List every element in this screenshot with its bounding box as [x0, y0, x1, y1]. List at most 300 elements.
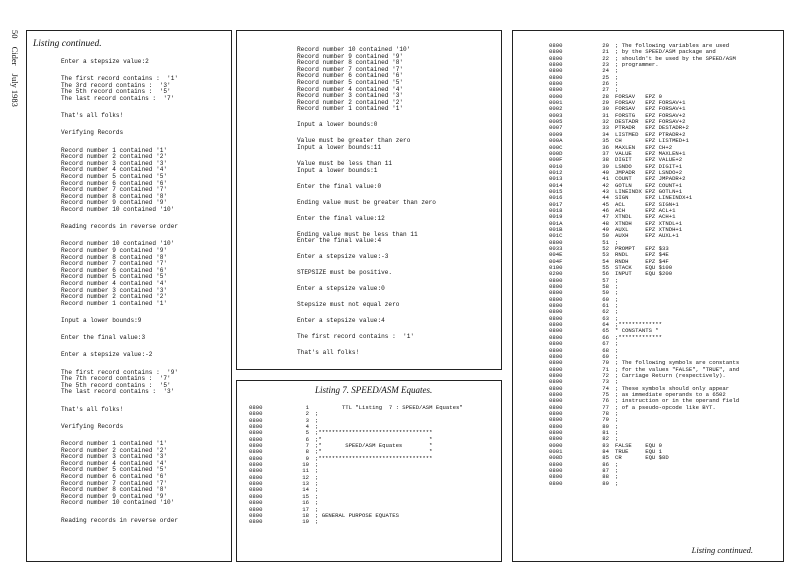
line-number: 23 [602, 61, 609, 69]
address: 0000 [549, 92, 563, 100]
source-code: ; The following symbols are constants [615, 359, 740, 367]
output-line: Record number 10 contained '10' [297, 46, 411, 53]
address: 0800 [249, 448, 263, 456]
magazine-name: Cider [10, 46, 20, 66]
line-number: 1 [305, 404, 309, 411]
line-number: 7 [305, 442, 309, 450]
source-code: ; [615, 340, 619, 348]
address: 0009 [549, 130, 563, 138]
source-code: XTNDL EPZ ACH+1 [615, 213, 676, 221]
output-line: Verifying Records [61, 129, 124, 137]
line-number: 17 [302, 505, 309, 513]
source-code: ; [315, 480, 319, 488]
address: 004E [549, 251, 563, 259]
line-number: 5 [305, 429, 309, 437]
page-margin-label [4, 30, 24, 150]
output-line: Reading records in reverse order [61, 223, 179, 231]
source-code: AUXH EPZ AUXL+1 [615, 232, 679, 240]
address: 0800 [549, 327, 563, 335]
address: 0800 [549, 397, 563, 405]
line-number: 40 [602, 168, 609, 176]
address: 0800 [549, 359, 563, 367]
source-code: AUXL EPZ XTNDH+1 [615, 225, 683, 233]
output-line: Record number 1 contained '1' [297, 105, 404, 113]
source-code: ; These symbols should only appear [615, 384, 730, 392]
line-number: 69 [602, 352, 609, 360]
output-line: Record number 1 contained '1' [61, 299, 168, 307]
line-number: 38 [602, 156, 609, 164]
line-number: 78 [602, 409, 609, 417]
output-line: Reading records in reverse order [61, 516, 179, 524]
source-code: RNDH EPZ $4F [615, 257, 669, 265]
line-number: 46 [602, 206, 609, 214]
output-line: Record number 6 contained '6' [61, 473, 168, 480]
source-code: LINEINDX EPZ GOTLN+1 [615, 187, 683, 195]
line-number: 89 [602, 479, 609, 487]
source-code: VALUE EPZ MAXLEN+1 [615, 149, 686, 157]
output-line: The first record contains : '1' [61, 75, 179, 83]
output-line: The 7th record contains : '7' [61, 375, 171, 383]
address: 000C [549, 143, 563, 151]
address: 0017 [549, 200, 563, 208]
source-code: DESTADR EPZ FORSAV+2 [615, 118, 686, 126]
address: 0800 [549, 86, 563, 94]
address: 0800 [549, 283, 563, 291]
address: 0800 [549, 378, 563, 386]
output-line: Record number 9 contained '9' [61, 247, 168, 254]
listing7-title: Listing 7. SPEED/ASM Equates. [315, 385, 433, 395]
line-number: 61 [602, 302, 609, 310]
output-line: Record number 8 contained '8' [61, 253, 168, 261]
line-number: 51 [602, 238, 609, 246]
source-code: ; [615, 289, 619, 297]
output-line: Input a lower bounds:9 [61, 317, 142, 324]
address: 0800 [549, 365, 563, 373]
output-line: Record number 5 contained '5' [61, 273, 168, 281]
line-number: 77 [602, 403, 609, 411]
source-code: PROMPT EPZ $33 [615, 245, 669, 252]
source-code: ; [315, 473, 319, 481]
output-line: Record number 9 contained '9' [61, 199, 168, 207]
line-number: 47 [602, 213, 609, 221]
line-number: 6 [305, 435, 309, 443]
address: 0014 [549, 181, 563, 189]
source-code: ; [615, 352, 619, 360]
left-panel [26, 30, 232, 562]
line-number: 18 [302, 511, 309, 519]
source-code: FALSE EQU 0 [615, 441, 662, 449]
output-line: Verifying Records [61, 422, 124, 430]
output-line: Record number 4 contained '4' [297, 85, 404, 93]
address: 0002 [549, 105, 563, 113]
line-number: 13 [302, 480, 309, 488]
output-line: Record number 3 contained '3' [297, 92, 404, 100]
output-line: The 5th record contains : '5' [61, 381, 171, 389]
source-code: ; [615, 435, 619, 443]
line-number: 22 [602, 54, 609, 62]
address: 0800 [549, 276, 563, 284]
line-number: 82 [602, 435, 609, 443]
line-number: 70 [602, 359, 609, 367]
address: 0800 [549, 238, 563, 246]
output-line: The 3rd record contains : '3' [61, 81, 171, 89]
output-line: Record number 7 contained '7' [61, 260, 168, 268]
address: 0800 [549, 384, 563, 392]
address: 0800 [549, 479, 563, 487]
output-line: That's all folks! [61, 112, 124, 120]
source-code: ; for the values "FALSE", "TRUE", and [615, 365, 740, 373]
listing-row [249, 519, 463, 525]
output-line: Ending value must be less than 11 [297, 230, 418, 238]
line-number: 25 [602, 73, 609, 81]
line-number: 42 [602, 181, 609, 189]
source-code: ; [615, 479, 619, 487]
address: 0800 [549, 416, 563, 424]
source-code: ; [615, 378, 619, 386]
source-code: ; shouldn't be used by the SPEED/ASM [615, 54, 736, 62]
line-number: 85 [602, 454, 609, 462]
line-number: 33 [602, 124, 609, 132]
source-code: PTRADR EPZ DESTADR+2 [615, 124, 689, 132]
address: 0800 [249, 518, 263, 526]
source-code: ;* * [315, 448, 433, 456]
address: 0018 [549, 206, 563, 214]
line-number: 76 [602, 397, 609, 405]
output-line: Enter the final value:3 [61, 334, 146, 342]
line-number: 84 [602, 448, 609, 455]
source-code: LISTMED EPZ PTRADR+2 [615, 130, 686, 138]
line-number: 74 [602, 384, 609, 392]
source-code: JMPADR EPZ LSNDO+2 [615, 168, 683, 176]
output-line: Record number 4 contained '4' [61, 280, 168, 287]
address: 0800 [249, 480, 263, 488]
line-number: 50 [602, 232, 609, 240]
line-number: 15 [302, 492, 309, 500]
output-line: Enter the final value:4 [297, 237, 382, 245]
address: 0033 [549, 245, 563, 252]
source-code: ; [615, 422, 619, 430]
source-code: ; The following variables are used [615, 42, 730, 49]
address: 0800 [249, 473, 263, 481]
source-code: ; [615, 416, 619, 424]
line-number: 59 [602, 289, 609, 297]
source-code: ; [615, 283, 619, 291]
address: 0800 [549, 390, 563, 398]
address: 001A [549, 219, 563, 227]
source-code: ; [615, 80, 619, 88]
source-code: ; [315, 499, 319, 507]
line-number: 68 [602, 346, 609, 354]
source-code: LSNDO EPZ DIGIT+1 [615, 162, 683, 170]
source-code: XTNDH EPZ XTNDL+1 [615, 219, 683, 227]
output-line: Enter a stepsize value:0 [297, 285, 385, 293]
line-number: 28 [602, 92, 609, 100]
output-line: Record number 3 contained '3' [61, 286, 168, 294]
address: 0800 [549, 428, 563, 436]
source-code: ;************* [615, 333, 662, 341]
address: 0800 [549, 295, 563, 303]
source-code: TTL "Listing 7 : SPEED/ASM Equates" [315, 404, 463, 411]
address: 0800 [549, 352, 563, 360]
line-number: 27 [602, 86, 609, 94]
output-line: Record number 2 contained '2' [61, 153, 168, 161]
output-line: Record number 2 contained '2' [61, 293, 168, 301]
output-line: Record number 4 contained '4' [61, 166, 168, 174]
source-code: COUNT EPZ JMPADR+2 [615, 175, 686, 183]
address: 0800 [549, 346, 563, 354]
line-number: 58 [602, 283, 609, 291]
line-number: 10 [302, 461, 309, 469]
address: 0800 [549, 42, 563, 49]
output-line: Record number 8 contained '8' [61, 486, 168, 494]
source-code: TRUE EQU 1 [615, 448, 662, 455]
output-line: Input a lower bounds:11 [297, 144, 382, 151]
line-number: 64 [602, 321, 609, 329]
output-line: Record number 6 contained '6' [297, 72, 404, 80]
output-line: Enter the final value:0 [297, 182, 382, 190]
source-code: ;********************************** [315, 454, 433, 462]
address: 0015 [549, 187, 563, 195]
address: 0013 [549, 175, 563, 183]
address: 0010 [549, 162, 563, 170]
line-number: 75 [602, 390, 609, 398]
output-line: Record number 7 contained '7' [61, 479, 168, 487]
source-code: ; [615, 467, 619, 475]
source-code: ; of a pseudo-opcode like BYT. [615, 403, 716, 411]
line-number: 14 [302, 486, 309, 494]
address: 0800 [249, 404, 263, 411]
line-number: 49 [602, 225, 609, 233]
address: 0003 [549, 111, 563, 119]
address: 0800 [249, 429, 263, 437]
line-number: 86 [602, 460, 609, 468]
output-line: Enter a stepsize value:4 [297, 317, 385, 325]
source-code: ; [615, 409, 619, 417]
address: 0012 [549, 168, 563, 176]
address: 0800 [249, 416, 263, 424]
address: 0800 [249, 454, 263, 462]
line-number: 83 [602, 441, 609, 449]
page-number: 50 [10, 30, 20, 39]
source-code: ; as immediate operands to a 6502 [615, 390, 726, 398]
line-number: 48 [602, 219, 609, 227]
line-number: 43 [602, 187, 609, 195]
address: 0005 [549, 118, 563, 126]
line-number: 37 [602, 149, 609, 157]
address: 0800 [549, 314, 563, 322]
source-code: ; by the SPEED/ASM package and [615, 48, 716, 56]
line-number: 53 [602, 251, 609, 259]
line-number: 88 [602, 473, 609, 481]
address: 0800 [549, 422, 563, 430]
address: 0800 [549, 371, 563, 379]
line-number: 63 [602, 314, 609, 322]
right-panel-footer: Listing continued. [691, 545, 753, 555]
source-code: ; [615, 73, 619, 81]
address: 0800 [549, 435, 563, 443]
address: 0800 [549, 308, 563, 316]
source-code: ; [615, 428, 619, 436]
output-line: The last record contains : '3' [61, 388, 175, 396]
source-code: ; [615, 295, 619, 303]
line-number: 60 [602, 295, 609, 303]
line-number: 79 [602, 416, 609, 424]
line-number: 62 [602, 308, 609, 316]
line-number: 65 [602, 327, 609, 335]
listing-row [549, 481, 739, 487]
line-number: 20 [602, 42, 609, 49]
source-code: DIGIT EPZ VALUE+2 [615, 156, 683, 164]
address: 0000 [549, 441, 563, 449]
output-line: Record number 3 contained '3' [61, 159, 168, 167]
line-number: 36 [602, 143, 609, 151]
address: 0800 [249, 511, 263, 519]
source-code: ; [315, 492, 319, 500]
output-line: The first record contains : '9' [61, 368, 179, 376]
middle-panel [236, 30, 502, 370]
line-number: 39 [602, 162, 609, 170]
address: 0800 [549, 467, 563, 475]
line-number: 21 [602, 48, 609, 56]
line-number: 80 [602, 422, 609, 430]
line-number: 44 [602, 194, 609, 202]
output-line: Record number 6 contained '6' [61, 179, 168, 187]
address: 0100 [549, 264, 563, 272]
source-code: ; Carriage Return (respectively). [615, 371, 726, 379]
output-line: Stepsize must not equal zero [297, 301, 400, 309]
source-code: ; [315, 461, 319, 469]
address: 0800 [549, 460, 563, 468]
source-code: MAXLEN EPZ CH+2 [615, 143, 673, 151]
address: 0800 [249, 467, 263, 475]
address: 0001 [549, 448, 563, 455]
line-number: 4 [305, 423, 309, 431]
output-line: Record number 9 contained '9' [297, 52, 404, 60]
output-line: Record number 1 contained '1' [61, 440, 168, 447]
line-number: 87 [602, 467, 609, 475]
address: 0800 [549, 473, 563, 481]
line-number: 32 [602, 118, 609, 126]
source-code: ; [615, 460, 619, 468]
output-line: The last record contains : '7' [61, 95, 175, 102]
source-code: ; [615, 86, 619, 94]
address: 000F [549, 156, 563, 164]
output-line: Enter a stepsize value:-2 [61, 351, 153, 359]
source-code: FORSAV EPZ FORSAV+1 [615, 99, 686, 107]
issue-date: July 1983 [10, 73, 20, 107]
address: 0800 [549, 340, 563, 348]
line-number: 34 [602, 130, 609, 138]
source-code: STACK EQU $100 [615, 264, 673, 272]
address: 001C [549, 232, 563, 240]
address: 0200 [549, 270, 563, 278]
line-number: 67 [602, 340, 609, 348]
address: 0800 [549, 67, 563, 75]
source-code: ; [315, 467, 319, 475]
line-number: 26 [602, 80, 609, 88]
address: 0800 [249, 461, 263, 469]
right-listing-table [549, 43, 739, 487]
source-code: ; [615, 308, 619, 316]
line-number: 54 [602, 257, 609, 265]
listing7-table [249, 405, 463, 526]
source-code: ; [315, 410, 319, 418]
address: 0800 [549, 73, 563, 81]
address: 0800 [249, 410, 263, 418]
source-code: RNDL EPZ $4E [615, 251, 669, 259]
output-line: Record number 5 contained '5' [297, 79, 404, 86]
source-code: FORSAV EPZ 0 [615, 92, 662, 100]
source-code: ; GENERAL PURPOSE EQUATES [315, 511, 399, 519]
source-code: ; [315, 518, 319, 526]
source-code: ;********************************** [315, 429, 433, 437]
output-line: Input a lower bounds:1 [297, 166, 378, 174]
address: 008D [549, 454, 563, 462]
output-line: Record number 1 contained '1' [61, 146, 168, 154]
output-line: Record number 7 contained '7' [297, 65, 404, 73]
output-line: The 5th record contains : '5' [61, 88, 171, 96]
output-line: Record number 8 contained '8' [61, 192, 168, 200]
output-line: Record number 2 contained '2' [297, 98, 404, 106]
line-number: 9 [305, 454, 309, 462]
address: 0800 [549, 289, 563, 297]
line-number: 52 [602, 245, 609, 252]
line-number: 30 [602, 105, 609, 113]
output-line: Record number 10 contained '10' [61, 206, 175, 213]
address: 004F [549, 257, 563, 265]
source-code: ; [615, 314, 619, 322]
source-code: ; [615, 67, 619, 75]
source-code: ; programmer. [615, 61, 659, 69]
address: 000A [549, 137, 563, 145]
address: 0800 [549, 409, 563, 417]
line-number: 81 [602, 428, 609, 436]
address: 0800 [549, 403, 563, 411]
source-code: ; [615, 473, 619, 481]
address: 0800 [549, 54, 563, 62]
address: 000D [549, 149, 563, 157]
address: 0800 [549, 48, 563, 56]
line-number: 45 [602, 200, 609, 208]
address: 0800 [249, 442, 263, 450]
line-number: 16 [302, 499, 309, 507]
output-line: The first record contains : '1' [297, 333, 415, 341]
output-line: Record number 10 contained '10' [61, 240, 175, 248]
source-code: ; [615, 238, 619, 246]
output-line: That's all folks! [61, 405, 124, 413]
output-line: Record number 8 contained '8' [297, 59, 404, 67]
source-code: ACL EPZ SIGN+1 [615, 200, 679, 208]
source-code: ;* * [315, 435, 433, 443]
line-number: 2 [305, 410, 309, 418]
source-code: ;* SPEED/ASM Equates * [315, 442, 433, 450]
source-code: ; [315, 423, 319, 431]
line-number: 24 [602, 67, 609, 75]
line-number: 31 [602, 111, 609, 119]
output-line: Record number 3 contained '3' [61, 453, 168, 461]
source-code: FORSAV EPZ FORSAV+1 [615, 105, 686, 113]
address: 0800 [549, 333, 563, 341]
source-code: SIGN EPZ LINEINDX+1 [615, 194, 693, 202]
output-line: Value must be less than 11 [297, 160, 393, 167]
output-line: Enter a stepsize value:-3 [297, 253, 389, 261]
line-number: 57 [602, 276, 609, 284]
address: 0019 [549, 213, 563, 221]
output-line: Record number 7 contained '7' [61, 186, 168, 194]
line-number: 29 [602, 99, 609, 107]
right-panel [512, 30, 784, 562]
source-code: ; [315, 505, 319, 513]
